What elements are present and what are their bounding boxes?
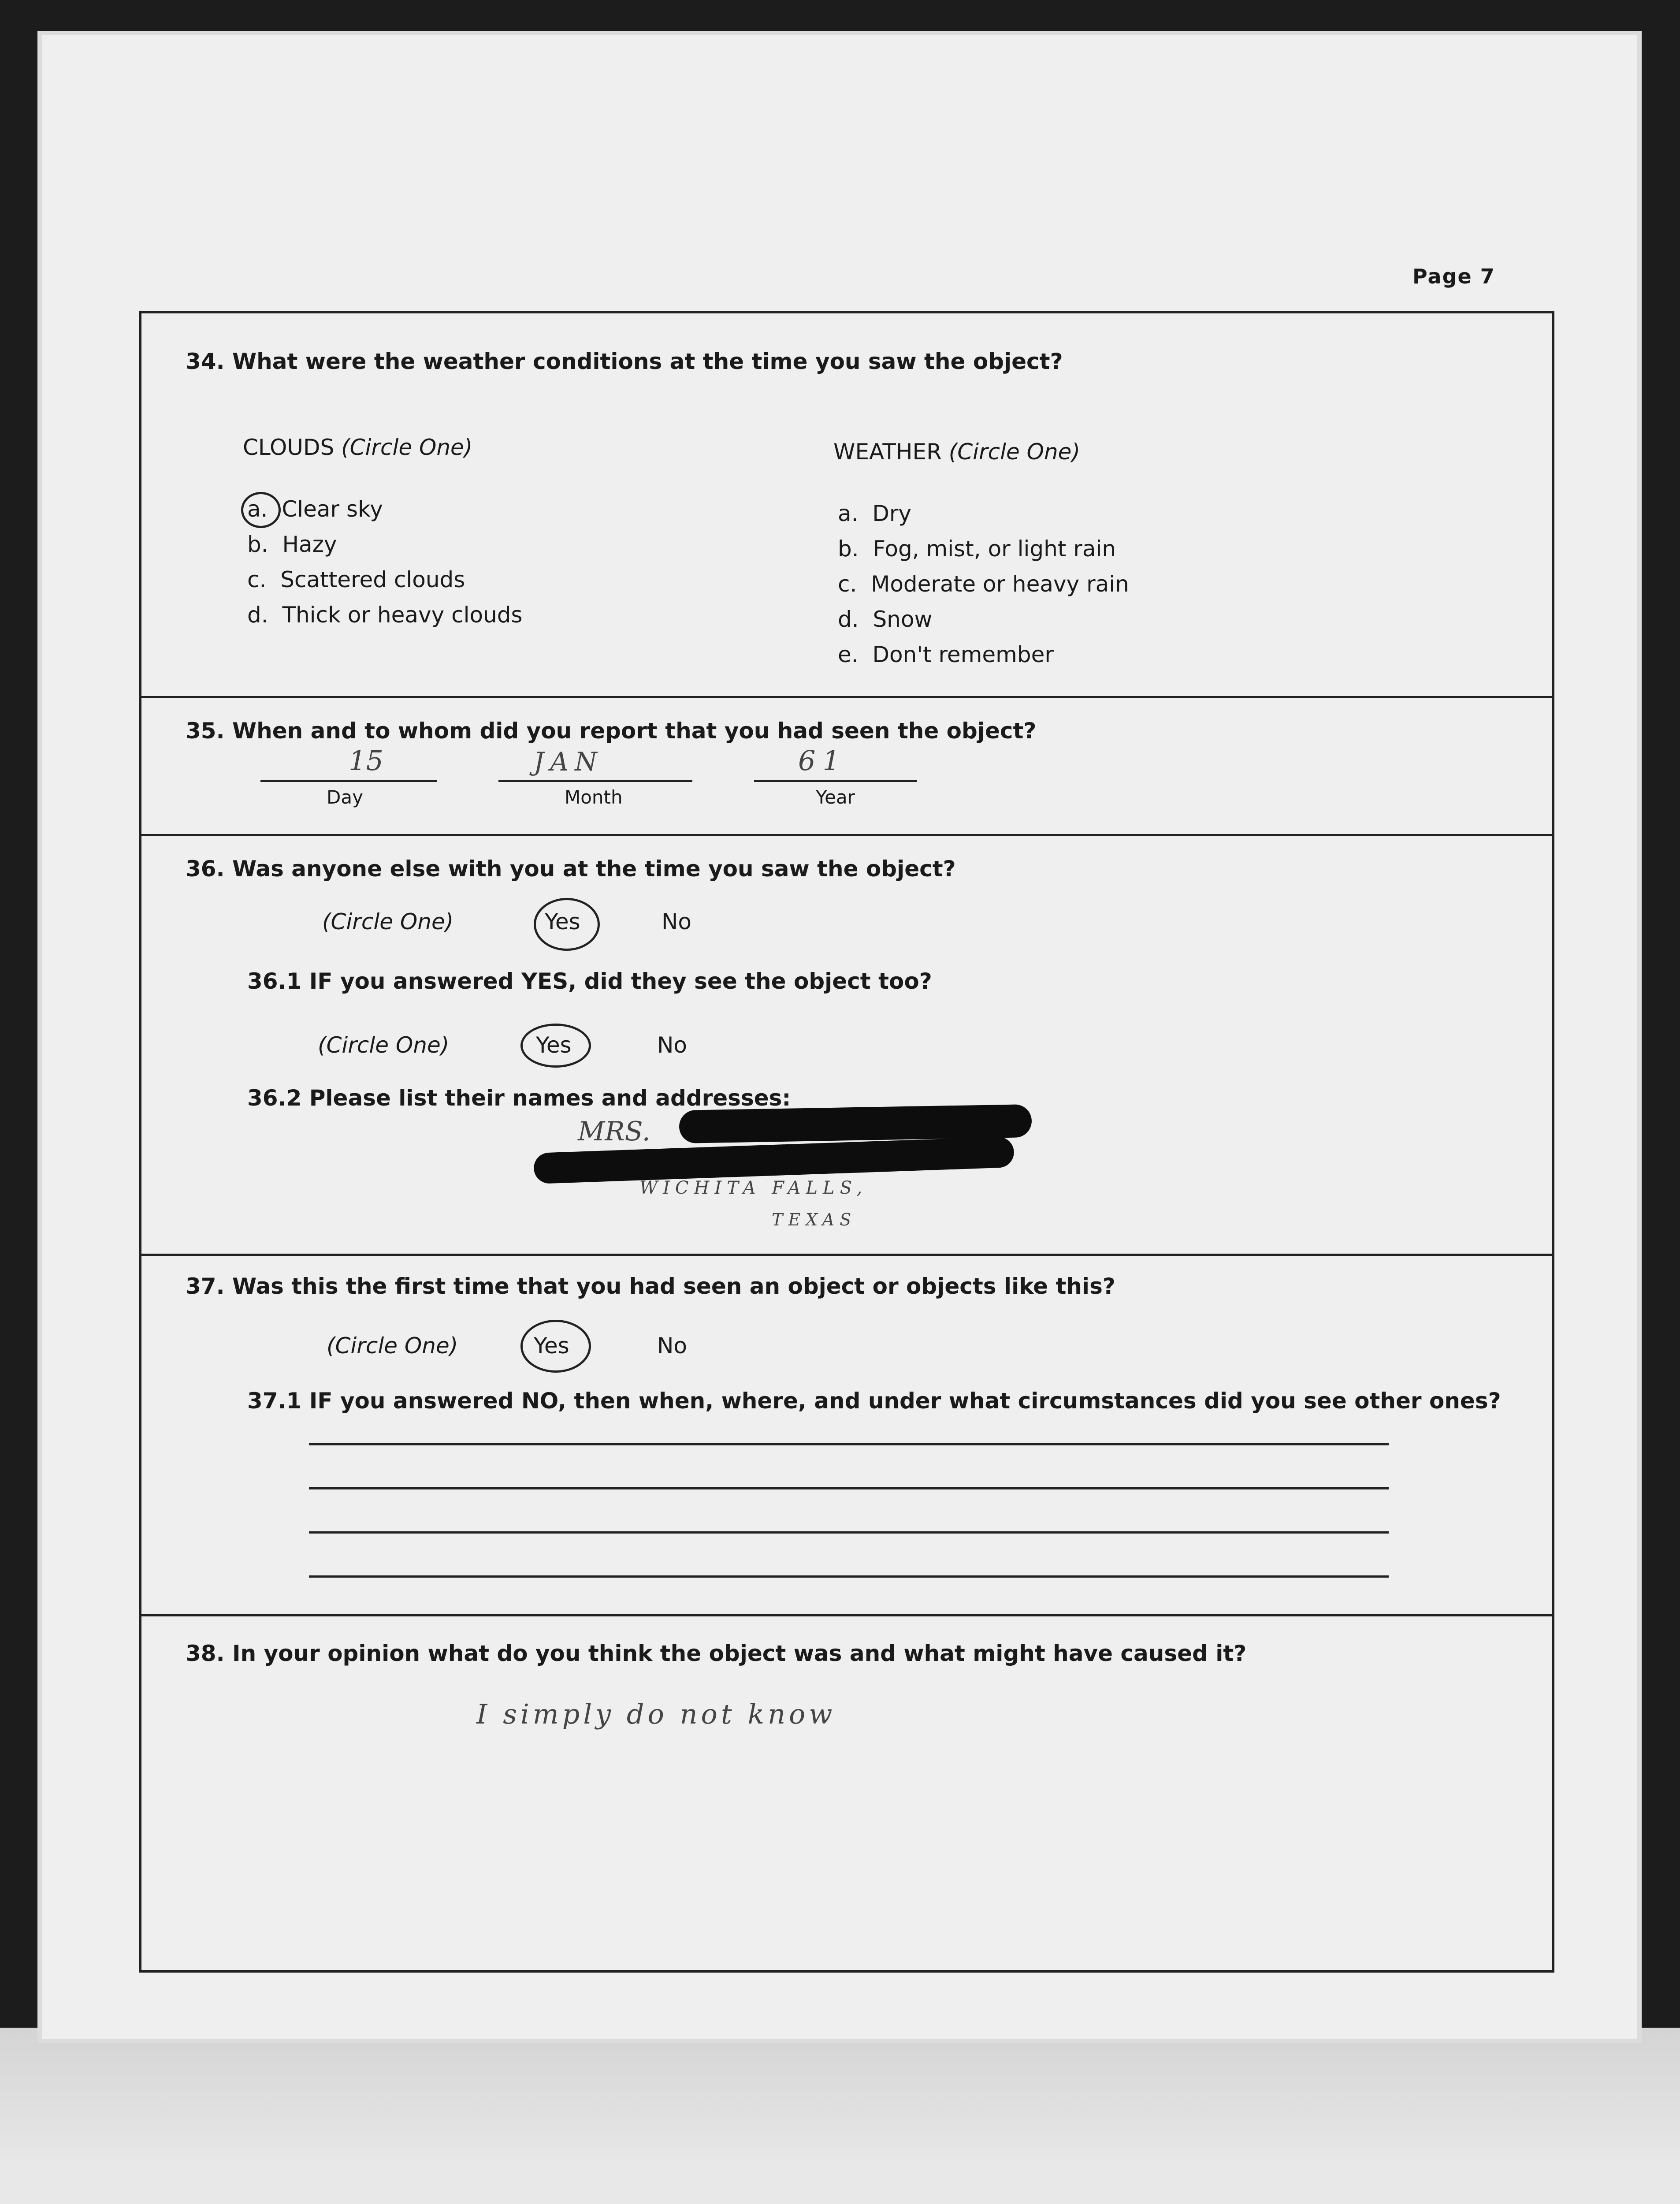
page-number: Page 7: [1412, 264, 1495, 288]
section-q36: [141, 836, 1552, 1256]
weather-option-e[interactable]: e. Don't remember: [838, 642, 1054, 667]
answer-line[interactable]: [309, 1531, 1389, 1534]
handwritten-state: TEXAS: [772, 1210, 857, 1229]
q38-answer: I simply do not know: [476, 1698, 836, 1730]
q37-yes[interactable]: Yes: [534, 1333, 569, 1359]
section-q37: [141, 1256, 1552, 1616]
weather-option-b[interactable]: b. Fog, mist, or light rain: [838, 536, 1116, 562]
month-line: [498, 780, 692, 782]
q36-2-question: 36.2 Please list their names and addresses:: [247, 1085, 791, 1111]
clouds-option-d[interactable]: d. Thick or heavy clouds: [247, 602, 523, 628]
q36-1-yes[interactable]: Yes: [536, 1032, 572, 1058]
day-line: [260, 780, 437, 782]
background-sheet: [0, 2028, 1680, 2204]
year-line: [754, 780, 917, 782]
q36-1-circle-one: (Circle One): [318, 1032, 450, 1058]
clouds-option-a[interactable]: a. Clear sky: [247, 496, 383, 522]
answer-line[interactable]: [309, 1487, 1389, 1489]
q36-yes[interactable]: Yes: [545, 909, 580, 934]
clouds-option-c[interactable]: c. Scattered clouds: [247, 567, 465, 592]
q37-no[interactable]: No: [657, 1333, 687, 1359]
year-value: 61: [798, 745, 847, 777]
section-q34: [141, 313, 1552, 698]
weather-heading: WEATHER (Circle One): [833, 439, 1080, 465]
weather-option-a[interactable]: a. Dry: [838, 501, 911, 526]
handwritten-name: MRS.: [578, 1116, 650, 1147]
year-label: Year: [816, 786, 855, 808]
q37-circle-one: (Circle One): [327, 1333, 458, 1359]
q36-circle-one: (Circle One): [322, 909, 454, 934]
day-value: 15: [349, 745, 383, 777]
q37-question: 37. Was this the first time that you had seen an object or objects like this?: [186, 1273, 1115, 1299]
q36-1-question: 36.1 IF you answered YES, did they see the object too?: [247, 968, 932, 994]
q37-1-question: 37.1 IF you answered NO, then when, where, and under what circumstances did you see other ones?: [247, 1388, 1501, 1414]
q36-no[interactable]: No: [662, 909, 691, 934]
clouds-heading: CLOUDS (Circle One): [243, 435, 473, 460]
month-label: Month: [565, 786, 623, 808]
answer-line[interactable]: [309, 1443, 1389, 1445]
weather-option-c[interactable]: c. Moderate or heavy rain: [838, 571, 1129, 597]
q35-question: 35. When and to whom did you report that you had seen the object?: [186, 718, 1037, 744]
questionnaire-box: [139, 311, 1554, 1973]
clouds-option-b[interactable]: b. Hazy: [247, 532, 337, 557]
handwritten-city: WICHITA FALLS,: [639, 1178, 868, 1198]
q36-1-no[interactable]: No: [657, 1032, 687, 1058]
section-q38: [141, 1616, 1552, 1973]
q38-question: 38. In your opinion what do you think the object was and what might have caused it?: [186, 1641, 1247, 1666]
answer-line[interactable]: [309, 1575, 1389, 1578]
month-value: JAN: [534, 747, 603, 777]
q34-question: 34. What were the weather conditions at the time you saw the object?: [186, 349, 1063, 374]
weather-option-d[interactable]: d. Snow: [838, 607, 933, 632]
q36-question: 36. Was anyone else with you at the time you saw the object?: [186, 856, 956, 882]
form-page: [42, 35, 1637, 2039]
section-q35: [141, 698, 1552, 836]
day-label: Day: [327, 786, 363, 808]
